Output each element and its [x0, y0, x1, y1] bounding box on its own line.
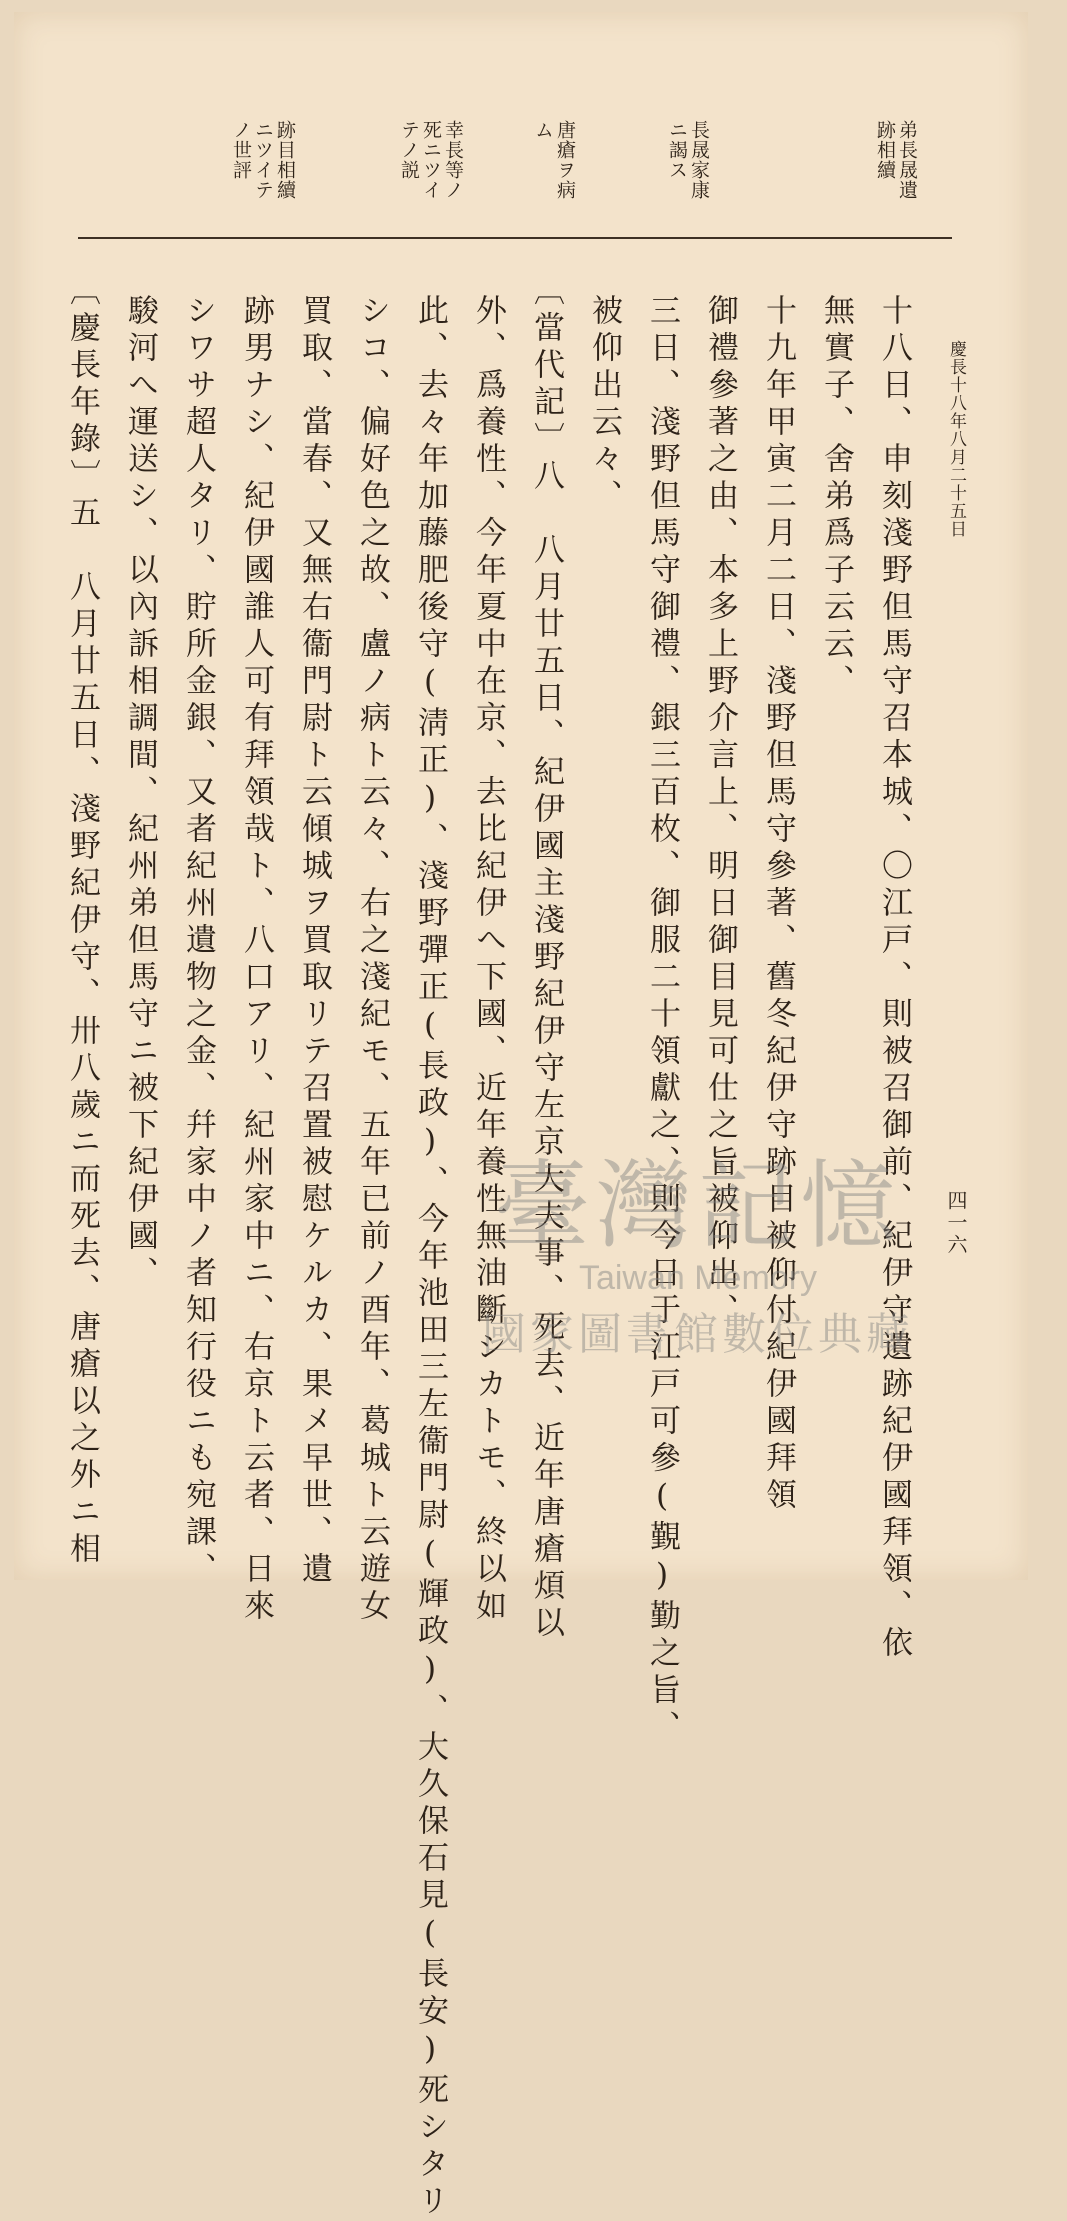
text-column-1: 十八日、申刻淺野但馬守召本城、〇江戸、則被召御前、紀伊守遺跡紀伊國拜領、依 [876, 294, 912, 1663]
page-number: 四一六 [944, 1190, 968, 1256]
document-page [14, 12, 1028, 2221]
text-column-2: 無實子、舍弟爲子云云、 [818, 294, 854, 701]
text-column-14: 駿河へ運送シ、以內訴相調間、紀州弟但馬守ニ被下紀伊國、 [122, 294, 158, 1293]
text-column-12: 跡男ナシ、紀伊國誰人可有拜領哉ト、八口アリ、紀州家中ニ、右京ト云者、日來 [238, 294, 274, 1626]
margin-note-3: 唐瘡ヲ病 ム [532, 120, 576, 200]
text-column-8: 外、爲養性、今年夏中在京、去比紀伊へ下國、近年養性無油斷シカトモ、終以如 [470, 294, 506, 1626]
text-column-3: 十九年甲寅二月二日、淺野但馬守參著、舊冬紀伊守跡目被仰付紀伊國拜領 [760, 294, 796, 1515]
text-column-6: 被仰出云々、 [586, 294, 622, 516]
text-column-10: シコ、偏好色之故、盧ノ病ト云々、右之淺紀モ、五年已前ノ酉年、葛城ト云遊女 [354, 294, 390, 1626]
watermark-sub: 國家圖書館數位典藏 [482, 1309, 914, 1360]
text-column-9: 此、去々年加藤肥後守(淸正)、淺野彈正(長政)、今年池田三左衞門尉(輝政)、大久保石見(長安)死シタリ [412, 294, 448, 2221]
text-column-15: 〔慶長年錄〕五 八月廿五日、淺野紀伊守、卅八歲ニ而死去、唐瘡以之外ニ相 [64, 274, 100, 1569]
watermark-main: 臺灣記憶 [494, 1150, 902, 1262]
text-column-13: シワサ超人タリ、貯所金銀、又者紀州遺物之金、幷家中ノ者知行役ニも宛課、 [180, 294, 216, 1589]
header-rule [78, 237, 952, 239]
margin-note-4: 幸長等ノ 死ニツイ テノ説 [398, 120, 464, 200]
watermark-english: Taiwan Memory [578, 1259, 818, 1297]
margin-note-1: 弟長晟遺 跡相續 [874, 120, 918, 200]
margin-note-5: 跡目相續 ニツイテ ノ世評 [230, 120, 296, 200]
text-column-7: 〔當代記〕八 八月廿五日、紀伊國主淺野紀伊守左京大夫事、死去、近年唐瘡煩以 [528, 274, 564, 1643]
margin-note-2: 長晟家康 ニ謁ス [666, 120, 710, 200]
running-title: 慶長十八年八月二十五日 [946, 340, 966, 538]
text-column-4: 御禮參著之由、本多上野介言上、明日御目見可仕之旨被仰出、 [702, 294, 738, 1330]
text-column-5: 三日、淺野但馬守御禮、銀三百枚、御服二十領獻之、則今日于江戸可參(覲)勤之旨、 [644, 294, 680, 1747]
text-column-11: 買取、當春、又無右衞門尉ト云傾城ヲ買取リテ召置被慰ケルカ、果メ早世、遺 [296, 294, 332, 1589]
